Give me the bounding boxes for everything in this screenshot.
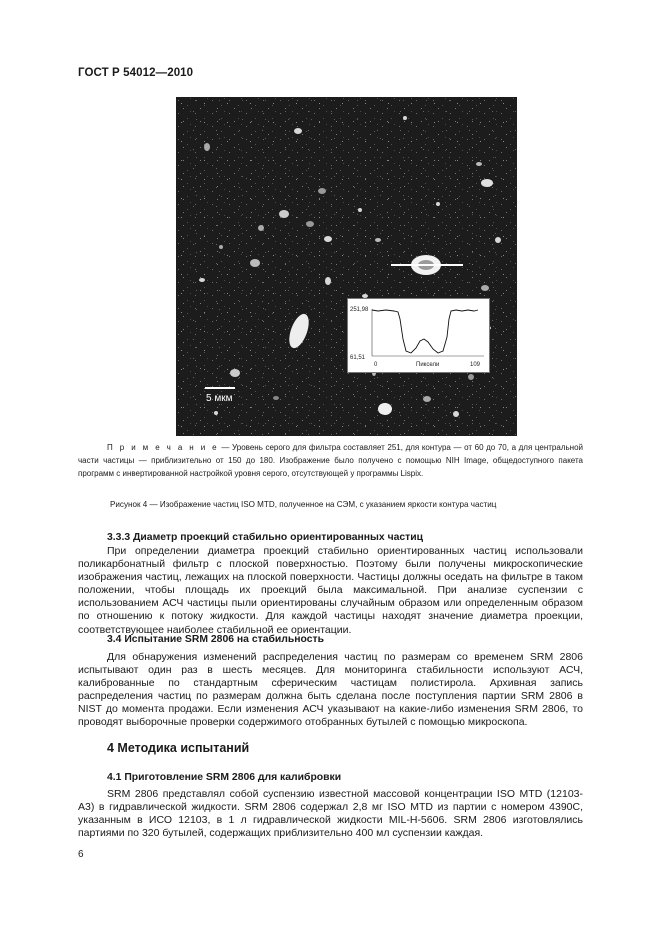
sem-image — [176, 97, 517, 436]
document-header: ГОСТ Р 54012—2010 — [78, 67, 194, 79]
paragraph-4-1-text: SRM 2806 представлял собой суспензию известной массовой концентрации ISO MTD (12103-A3) в гидравлической жидкости. SRM 2806 содержал 2,8 мг ISO MTD из партии с номером 4390С, указанным в ИСО 12103, в 1 л гидравлической жидкости MIL-H-5606. SRM 2806 изготовлялись партиями по 320 бутылей, содержащих приблизительно 400 мл суспензии каждая. — [78, 788, 583, 840]
note-text: — Уровень серого для фильтра составляет 251, для контура — от 60 до 70, а для центральной части частицы — приблизительно от 150 до 180. Изображение было получено с помощью NIH Image, общедоступного пакета программ с инвертированной настройкой уровня серого, отсутствующей у программы Lispix. — [78, 443, 583, 478]
inset-y-bottom: 61,51 — [350, 355, 366, 361]
particle-field — [176, 97, 517, 436]
scale-bar-label: 5 мкм — [206, 393, 233, 404]
heading-4-1: 4.1 Приготовление SRM 2806 для калибровки — [107, 772, 342, 783]
paragraph-4-1 — [78, 788, 583, 840]
paragraph-3-3-3 — [78, 545, 583, 637]
paragraph-3-4 — [78, 651, 583, 730]
inset-x-start: 0 — [374, 362, 378, 368]
figure-caption: Рисунок 4 — Изображение частиц ISO MTD, полученное на СЭМ, с указанием яркости контура частиц — [110, 500, 497, 509]
intensity-profile-inset — [347, 298, 490, 373]
heading-3-4: 3.4 Испытание SRM 2806 на стабильность — [107, 634, 325, 645]
inset-x-label: Пиксели — [416, 362, 440, 368]
heading-4: 4 Методика испытаний — [107, 741, 250, 755]
paragraph-3-4-text: Для обнаружения изменений распределения частиц по размерам со временем SRM 2806 испытывают один раз в шесть месяцев. Для мониторинга стабильности используют АСЧ, калиброванные по стандартным сферическим частицам полистирола. Архивная запись распределения частиц по размерам должна быть сделана после поступления партии SRM 2806 в NIST до момента продажи. Если изменения АСЧ указывают на какие-либо изменения SRM 2806, то проводят выборочные проверки содержимого отобранных бутылей с помощью микроскопа. — [78, 651, 583, 729]
heading-3-3-3: 3.3.3 Диаметр проекций стабильно ориентированных частиц — [107, 532, 424, 543]
paragraph-3-3-3-text: При определении диаметра проекций стабильно ориентированных частиц использовали поликарбонатный фильтр с плоской поверхностью. Поэтому были получены микроскопические изображения частиц, лежащих на плоской поверхности. Частицы должны оседать на фильтре в таком положении, чтобы площадь их проекций была максимальной. При анализе суспензии с использованием АСЧ частицы пыли ориентированы случайным образом или определенным образом по отношению к потоку жидкости. Для каждой частицы находят значение диаметра проекции, соответствующее наиболее стабильной ее ориентации. — [78, 545, 583, 636]
inset-y-top: 251,98 — [350, 307, 369, 313]
page-number: 6 — [78, 849, 84, 860]
profile-curve — [372, 310, 478, 353]
inset-x-end: 109 — [470, 362, 481, 368]
figure-note — [78, 441, 583, 480]
note-lead: П р и м е ч а н и е — [107, 443, 219, 452]
